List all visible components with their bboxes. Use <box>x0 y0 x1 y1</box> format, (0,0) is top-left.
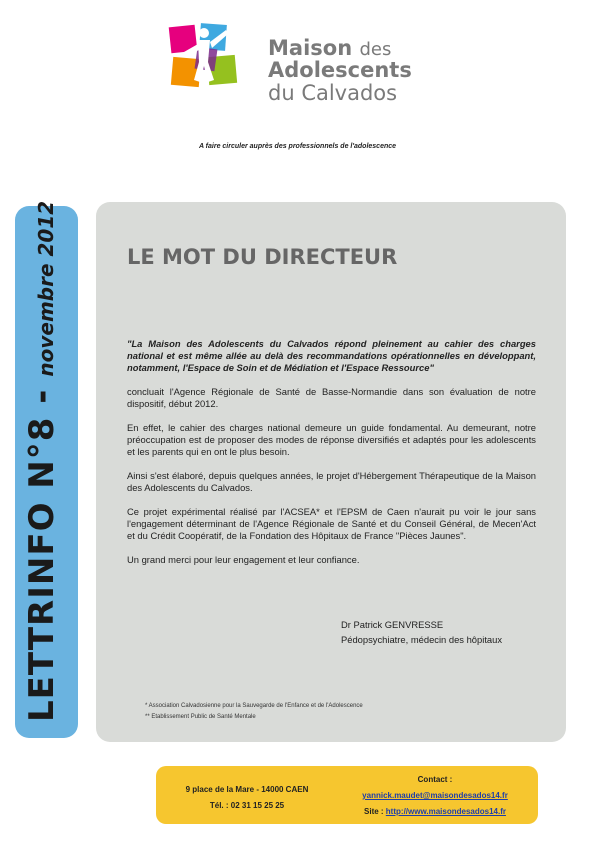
article-body <box>127 338 536 578</box>
contact-block <box>340 772 530 820</box>
signature <box>341 617 502 647</box>
signature-title: Pédopsychiatre, médecin des hôpitaux <box>341 634 503 645</box>
email-link[interactable]: yannick.maudet@maisondesados14.fr <box>362 791 508 800</box>
issue-title: LETTRINFO N°8 - <box>22 388 62 722</box>
logo-maison: Maison <box>268 36 353 60</box>
footnote-1: * Association Calvadosienne pour la Sauvegarde de l'Enfance et de l'Adolescence <box>145 703 363 709</box>
logo-wordmark <box>268 38 412 104</box>
paragraph-1: concluait l'Agence Régionale de Santé de Basse-Normandie dans son évaluation de notre dispositif, début 2012. <box>127 386 536 409</box>
paragraph-4: Ce projet expérimental réalisé par l'ACSEA* et l'EPSM de Caen n'aurait pu voir le jour sans l'engagement déterminant de l'Agence Régionale de Santé et du Conseil Général, de Mecen'Act et du Crédit Coopératif, de la Fondation des Hôpitaux de France "Pièces Jaunes". <box>127 506 536 541</box>
section-heading: LE MOT DU DIRECTEUR <box>127 245 398 269</box>
signature-name: Dr Patrick GENVRESSE <box>341 619 444 630</box>
paragraph-5: Un grand merci pour leur engagement et leur confiance. <box>127 554 360 565</box>
address: 9 place de la Mare - 14000 CAEN <box>185 785 309 794</box>
footnote-2: ** Etablissement Public de Santé Mentale <box>145 714 256 720</box>
tagline: A faire circuler auprès des professionnels de l'adolescence <box>198 143 397 150</box>
paragraph-3: Ainsi s'est élaboré, depuis quelques années, le projet d'Hébergement Thérapeutique de la Maison des Adolescents du Calvados. <box>127 470 536 493</box>
issue-label <box>22 201 62 722</box>
logo-line-1 <box>268 38 412 59</box>
logo-icon <box>168 22 250 92</box>
footnotes <box>145 701 363 723</box>
logo-des: des <box>359 39 392 60</box>
logo-line-2: Adolescents <box>268 58 412 82</box>
issue-date: novembre 2012 <box>34 200 58 377</box>
contact-label: Contact : <box>417 775 453 784</box>
site-link[interactable]: http://www.maisondesados14.fr <box>385 807 506 816</box>
quote-paragraph: "La Maison des Adolescents du Calvados répond pleinement au cahier des charges national et est même allée au delà des recommandations opérationnelles en développant, notamment, l'Espace de Soin et de Médiation et l'Espace Ressource" <box>127 338 536 373</box>
site-line <box>340 804 530 820</box>
phone: Tél. : 02 31 15 25 25 <box>209 801 285 810</box>
site-label: Site : <box>364 807 386 816</box>
logo-line-3: du Calvados <box>268 81 398 105</box>
paragraph-2: En effet, le cahier des charges national demeure un guide fondamental. Au demeurant, notre préoccupation est de proposer des modes de réponse diversifiés et adaptés pour les adolescents et les parents qui en ont le plus besoin. <box>127 422 536 457</box>
address-block <box>172 782 322 814</box>
